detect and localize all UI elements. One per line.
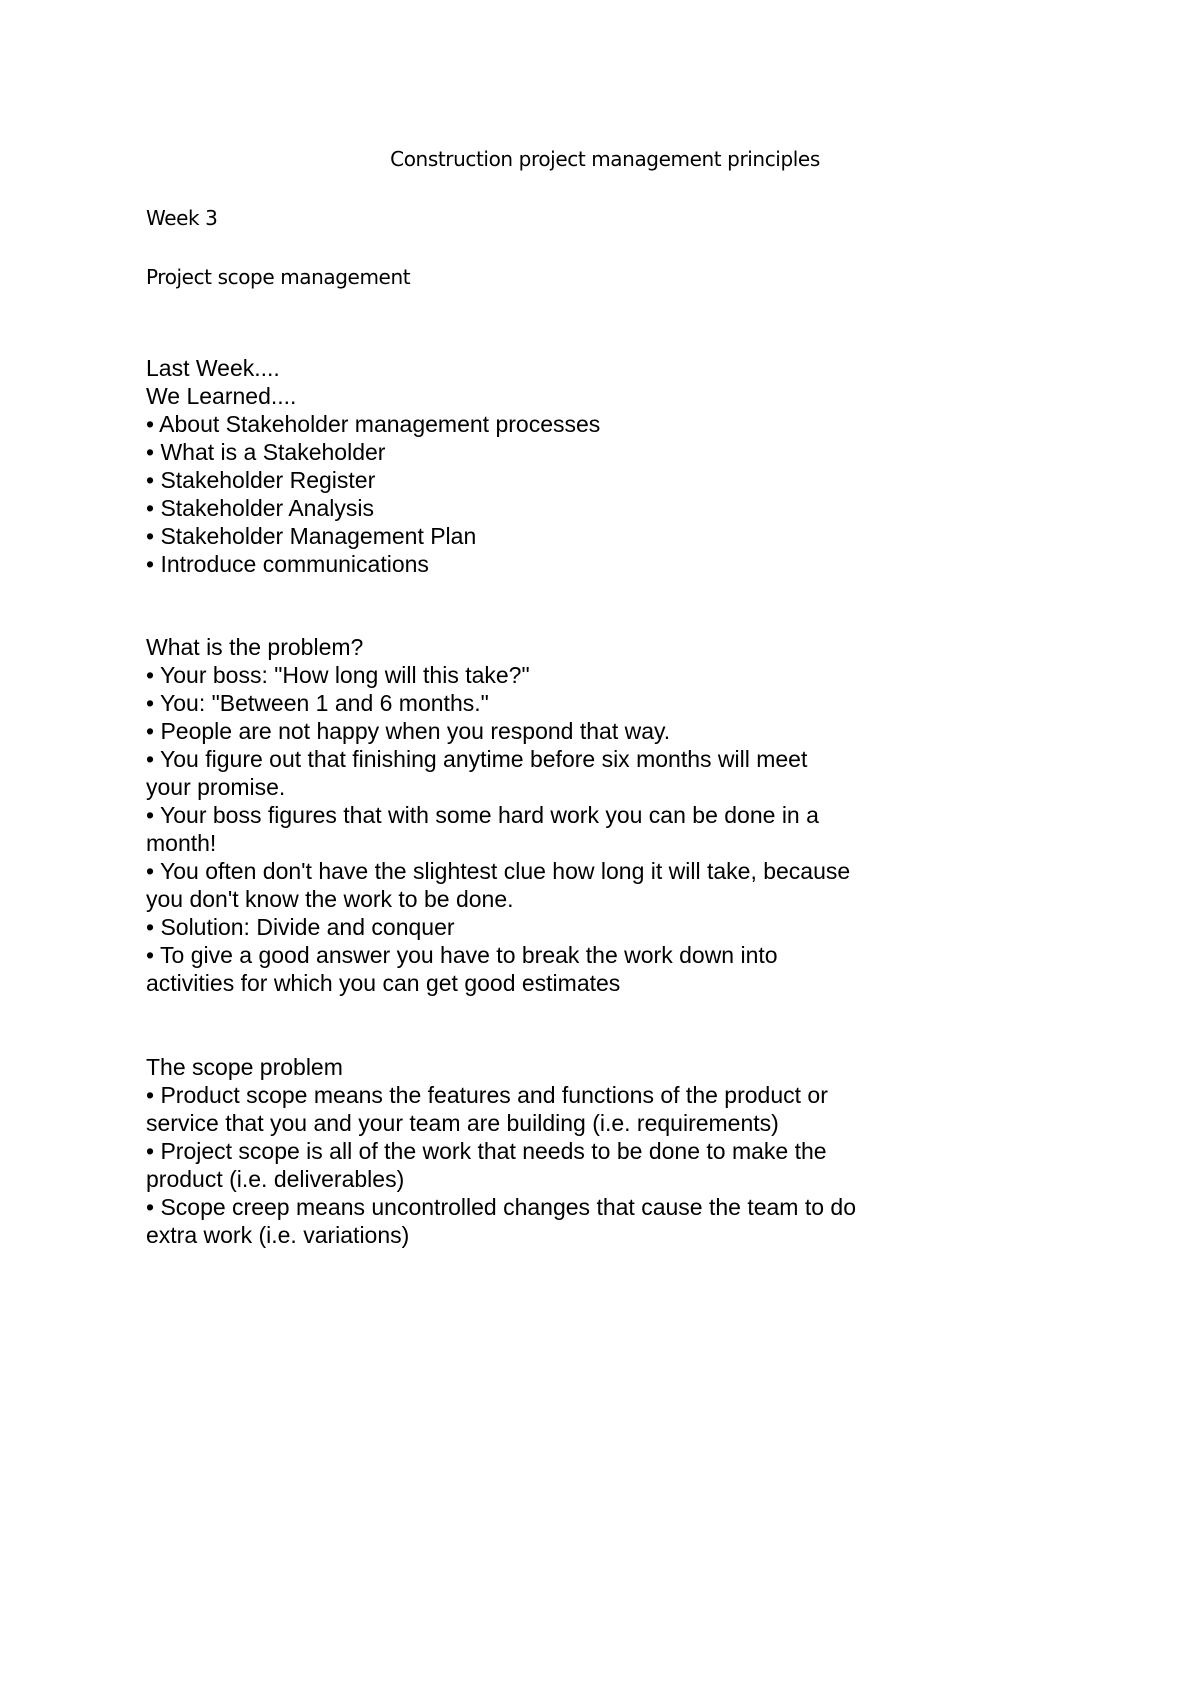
last-week-line: Last Week.... (146, 355, 280, 381)
list-item: • Stakeholder Register (146, 467, 376, 493)
list-item: • You figure out that finishing anytime before six months will meet your promise. (146, 746, 808, 800)
list-item: • Stakeholder Management Plan (146, 523, 477, 549)
list-item: • To give a good answer you have to break the work down into activities for which you can get good estimates (146, 942, 778, 996)
list-item: • Project scope is all of the work that needs to be done to make the product (i.e. deliverables) (146, 1138, 827, 1192)
list-item: • People are not happy when you respond that way. (146, 718, 671, 744)
week-heading: Week 3 (146, 206, 218, 230)
list-item: • What is a Stakeholder (146, 439, 386, 465)
list-item: • Your boss: "How long will this take?" (146, 662, 530, 688)
list-item: • Introduce communications (146, 551, 429, 577)
list-item: • You: "Between 1 and 6 months." (146, 690, 489, 716)
list-item: • Stakeholder Analysis (146, 495, 374, 521)
list-item: • You often don't have the slightest clue how long it will take, because you don't know the work to be done. (146, 858, 851, 912)
list-item: • Scope creep means uncontrolled changes that cause the team to do extra work (i.e. variations) (146, 1194, 857, 1248)
document-title: Construction project management principles (390, 147, 820, 171)
problem-heading: What is the problem? (146, 634, 364, 660)
problem-section (146, 633, 856, 997)
scope-section (146, 1053, 856, 1249)
list-item: • About Stakeholder management processes (146, 411, 601, 437)
last-week-section (146, 354, 856, 578)
we-learned-line: We Learned.... (146, 383, 297, 409)
scope-heading: The scope problem (146, 1054, 343, 1080)
list-item: • Product scope means the features and functions of the product or service that you and your team are building (i.e. requirements) (146, 1082, 828, 1136)
list-item: • Solution: Divide and conquer (146, 914, 455, 940)
topic-heading: Project scope management (146, 265, 411, 289)
list-item: • Your boss figures that with some hard work you can be done in a month! (146, 802, 819, 856)
